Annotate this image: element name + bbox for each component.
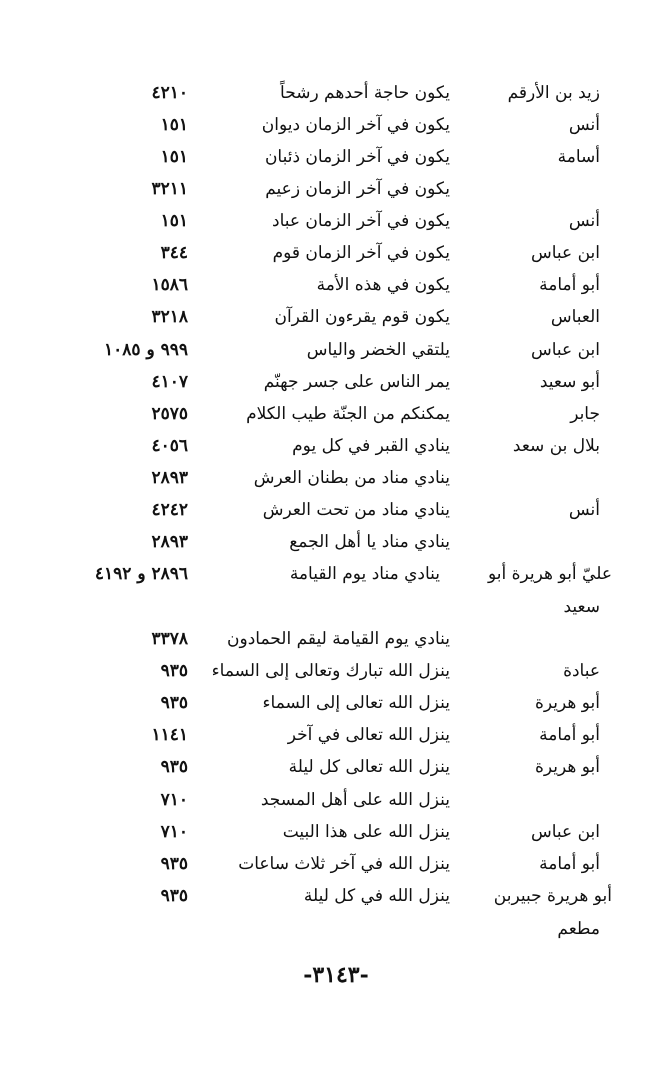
hadith-number: ٤٢٤٢ <box>151 500 188 520</box>
narrator-continuation: سعيد <box>563 597 600 617</box>
hadith-number: ٢٨٩٦ و ٤١٩٢ <box>94 564 188 584</box>
hadith-number: ٣٤٤ <box>160 243 188 263</box>
hadith-incipit: ينزل الله في آخر ثلاث ساعات <box>238 854 450 874</box>
hadith-incipit: يكون في آخر الزمان عباد <box>272 211 450 231</box>
hadith-incipit: ينادي مناد من تحت العرش <box>262 500 450 520</box>
narrator: ابن عباس <box>530 243 600 263</box>
index-entry <box>0 365 672 399</box>
hadith-number: ٤١٠٧ <box>151 372 188 392</box>
index-entry <box>0 108 672 142</box>
narrator: عبادة <box>563 661 600 681</box>
hadith-incipit: يمر الناس على جسر جهنّم <box>263 372 450 392</box>
hadith-number: ٩٣٥ <box>160 854 188 874</box>
hadith-incipit: ينزل الله في كل ليلة <box>303 886 450 906</box>
hadith-number: ٣٢١٨ <box>151 307 188 327</box>
narrator: ابن عباس <box>530 822 600 842</box>
hadith-number: ٩٣٥ <box>160 757 188 777</box>
index-entry <box>0 686 672 720</box>
narrator: أبو هريرة جبيربن <box>493 886 612 906</box>
hadith-number: ٢٥٧٥ <box>151 404 188 424</box>
hadith-incipit: ينزل الله تعالى كل ليلة <box>288 757 450 777</box>
index-entry <box>0 493 672 527</box>
narrator: أنس <box>568 211 600 231</box>
hadith-incipit: ينادي مناد يا أهل الجمع <box>289 532 450 552</box>
hadith-number: ٩٣٥ <box>160 886 188 906</box>
narrator: أنس <box>568 500 600 520</box>
hadith-number: ٣٣٧٨ <box>151 629 188 649</box>
index-entry <box>0 76 672 110</box>
narrator: أبو هريرة <box>534 757 600 777</box>
index-entry <box>0 654 672 688</box>
hadith-number: ١٥١ <box>160 211 188 231</box>
index-entry <box>0 140 672 174</box>
index-entry <box>0 397 672 431</box>
index-entry <box>0 429 672 463</box>
narrator: أسامة <box>557 147 600 167</box>
hadith-incipit: يكون في هذه الأمة <box>316 275 450 295</box>
hadith-number: ٣٢١١ <box>151 179 188 199</box>
narrator: العباس <box>550 307 600 327</box>
narrator: عليّ أبو هريرة أبو <box>488 564 612 584</box>
narrator: أبو أمامة <box>539 275 600 295</box>
narrator: زيد بن الأرقم <box>507 83 600 103</box>
hadith-incipit: يكون في آخر الزمان زعيم <box>265 179 450 199</box>
hadith-number: ٤٠٥٦ <box>151 436 188 456</box>
hadith-number: ٧١٠ <box>160 822 188 842</box>
hadith-incipit: ينادي يوم القيامة ليقم الحمادون <box>227 629 450 649</box>
index-entry <box>0 783 672 817</box>
index-entry <box>0 461 672 495</box>
index-entry <box>0 847 672 881</box>
hadith-number: ٢٨٩٣ <box>151 532 188 552</box>
hadith-number: ٩٩٩ و ١٠٨٥ <box>104 340 188 360</box>
hadith-number: ١٥١ <box>160 115 188 135</box>
index-entry <box>0 815 672 849</box>
index-entry <box>0 268 672 302</box>
index-entry <box>0 236 672 270</box>
narrator: بلال بن سعد <box>512 436 600 456</box>
hadith-incipit: يلتقي الخضر والياس <box>306 340 450 360</box>
index-entry <box>0 557 672 591</box>
narrator: أنس <box>568 115 600 135</box>
narrator: أبو هريرة <box>534 693 600 713</box>
hadith-number: ٩٣٥ <box>160 693 188 713</box>
narrator: جابر <box>570 404 600 424</box>
hadith-incipit: يمكنكم من الجنّة طيب الكلام <box>246 404 450 424</box>
index-entry <box>0 879 672 913</box>
narrator: ابن عباس <box>530 340 600 360</box>
hadith-incipit: يكون في آخر الزمان قوم <box>272 243 450 263</box>
index-entry <box>0 300 672 334</box>
hadith-incipit: ينزل الله تعالى إلى السماء <box>262 693 450 713</box>
hadith-number: ١١٤١ <box>151 725 188 745</box>
hadith-incipit: يكون قوم يقرءون القرآن <box>274 307 450 327</box>
hadith-incipit: ينادي مناد من بطنان العرش <box>253 468 450 488</box>
page-number: -٣١٤٣- <box>303 962 369 988</box>
hadith-incipit: ينزل الله تبارك وتعالى إلى السماء <box>211 661 450 681</box>
hadith-incipit: يكون في آخر الزمان ديوان <box>261 115 450 135</box>
index-entry <box>0 204 672 238</box>
hadith-incipit: ينزل الله على أهل المسجد <box>260 790 450 810</box>
hadith-incipit: يكون في آخر الزمان ذئبان <box>264 147 450 167</box>
hadith-incipit: ينادي القبر في كل يوم <box>292 436 450 456</box>
hadith-number: ١٥١ <box>160 147 188 167</box>
hadith-incipit: ينزل الله تعالى في آخر <box>287 725 450 745</box>
narrator: أبو سعيد <box>539 372 600 392</box>
index-entry <box>0 750 672 784</box>
hadith-number: ٤٢١٠ <box>151 83 188 103</box>
hadith-number: ٢٨٩٣ <box>151 468 188 488</box>
hadith-incipit: ينادي مناد يوم القيامة <box>289 564 440 584</box>
narrator-continuation: مطعم <box>557 919 600 939</box>
hadith-number: ٩٣٥ <box>160 661 188 681</box>
index-entry <box>0 622 672 656</box>
index-entry <box>0 525 672 559</box>
hadith-incipit: ينزل الله على هذا البيت <box>282 822 450 842</box>
narrator: أبو أمامة <box>539 854 600 874</box>
index-entry <box>0 172 672 206</box>
index-entry <box>0 718 672 752</box>
narrator: أبو أمامة <box>539 725 600 745</box>
hadith-incipit: يكون حاجة أحدهم رشحاً <box>280 83 450 103</box>
hadith-number: ٧١٠ <box>160 790 188 810</box>
index-entry <box>0 333 672 367</box>
hadith-number: ١٥٨٦ <box>151 275 188 295</box>
